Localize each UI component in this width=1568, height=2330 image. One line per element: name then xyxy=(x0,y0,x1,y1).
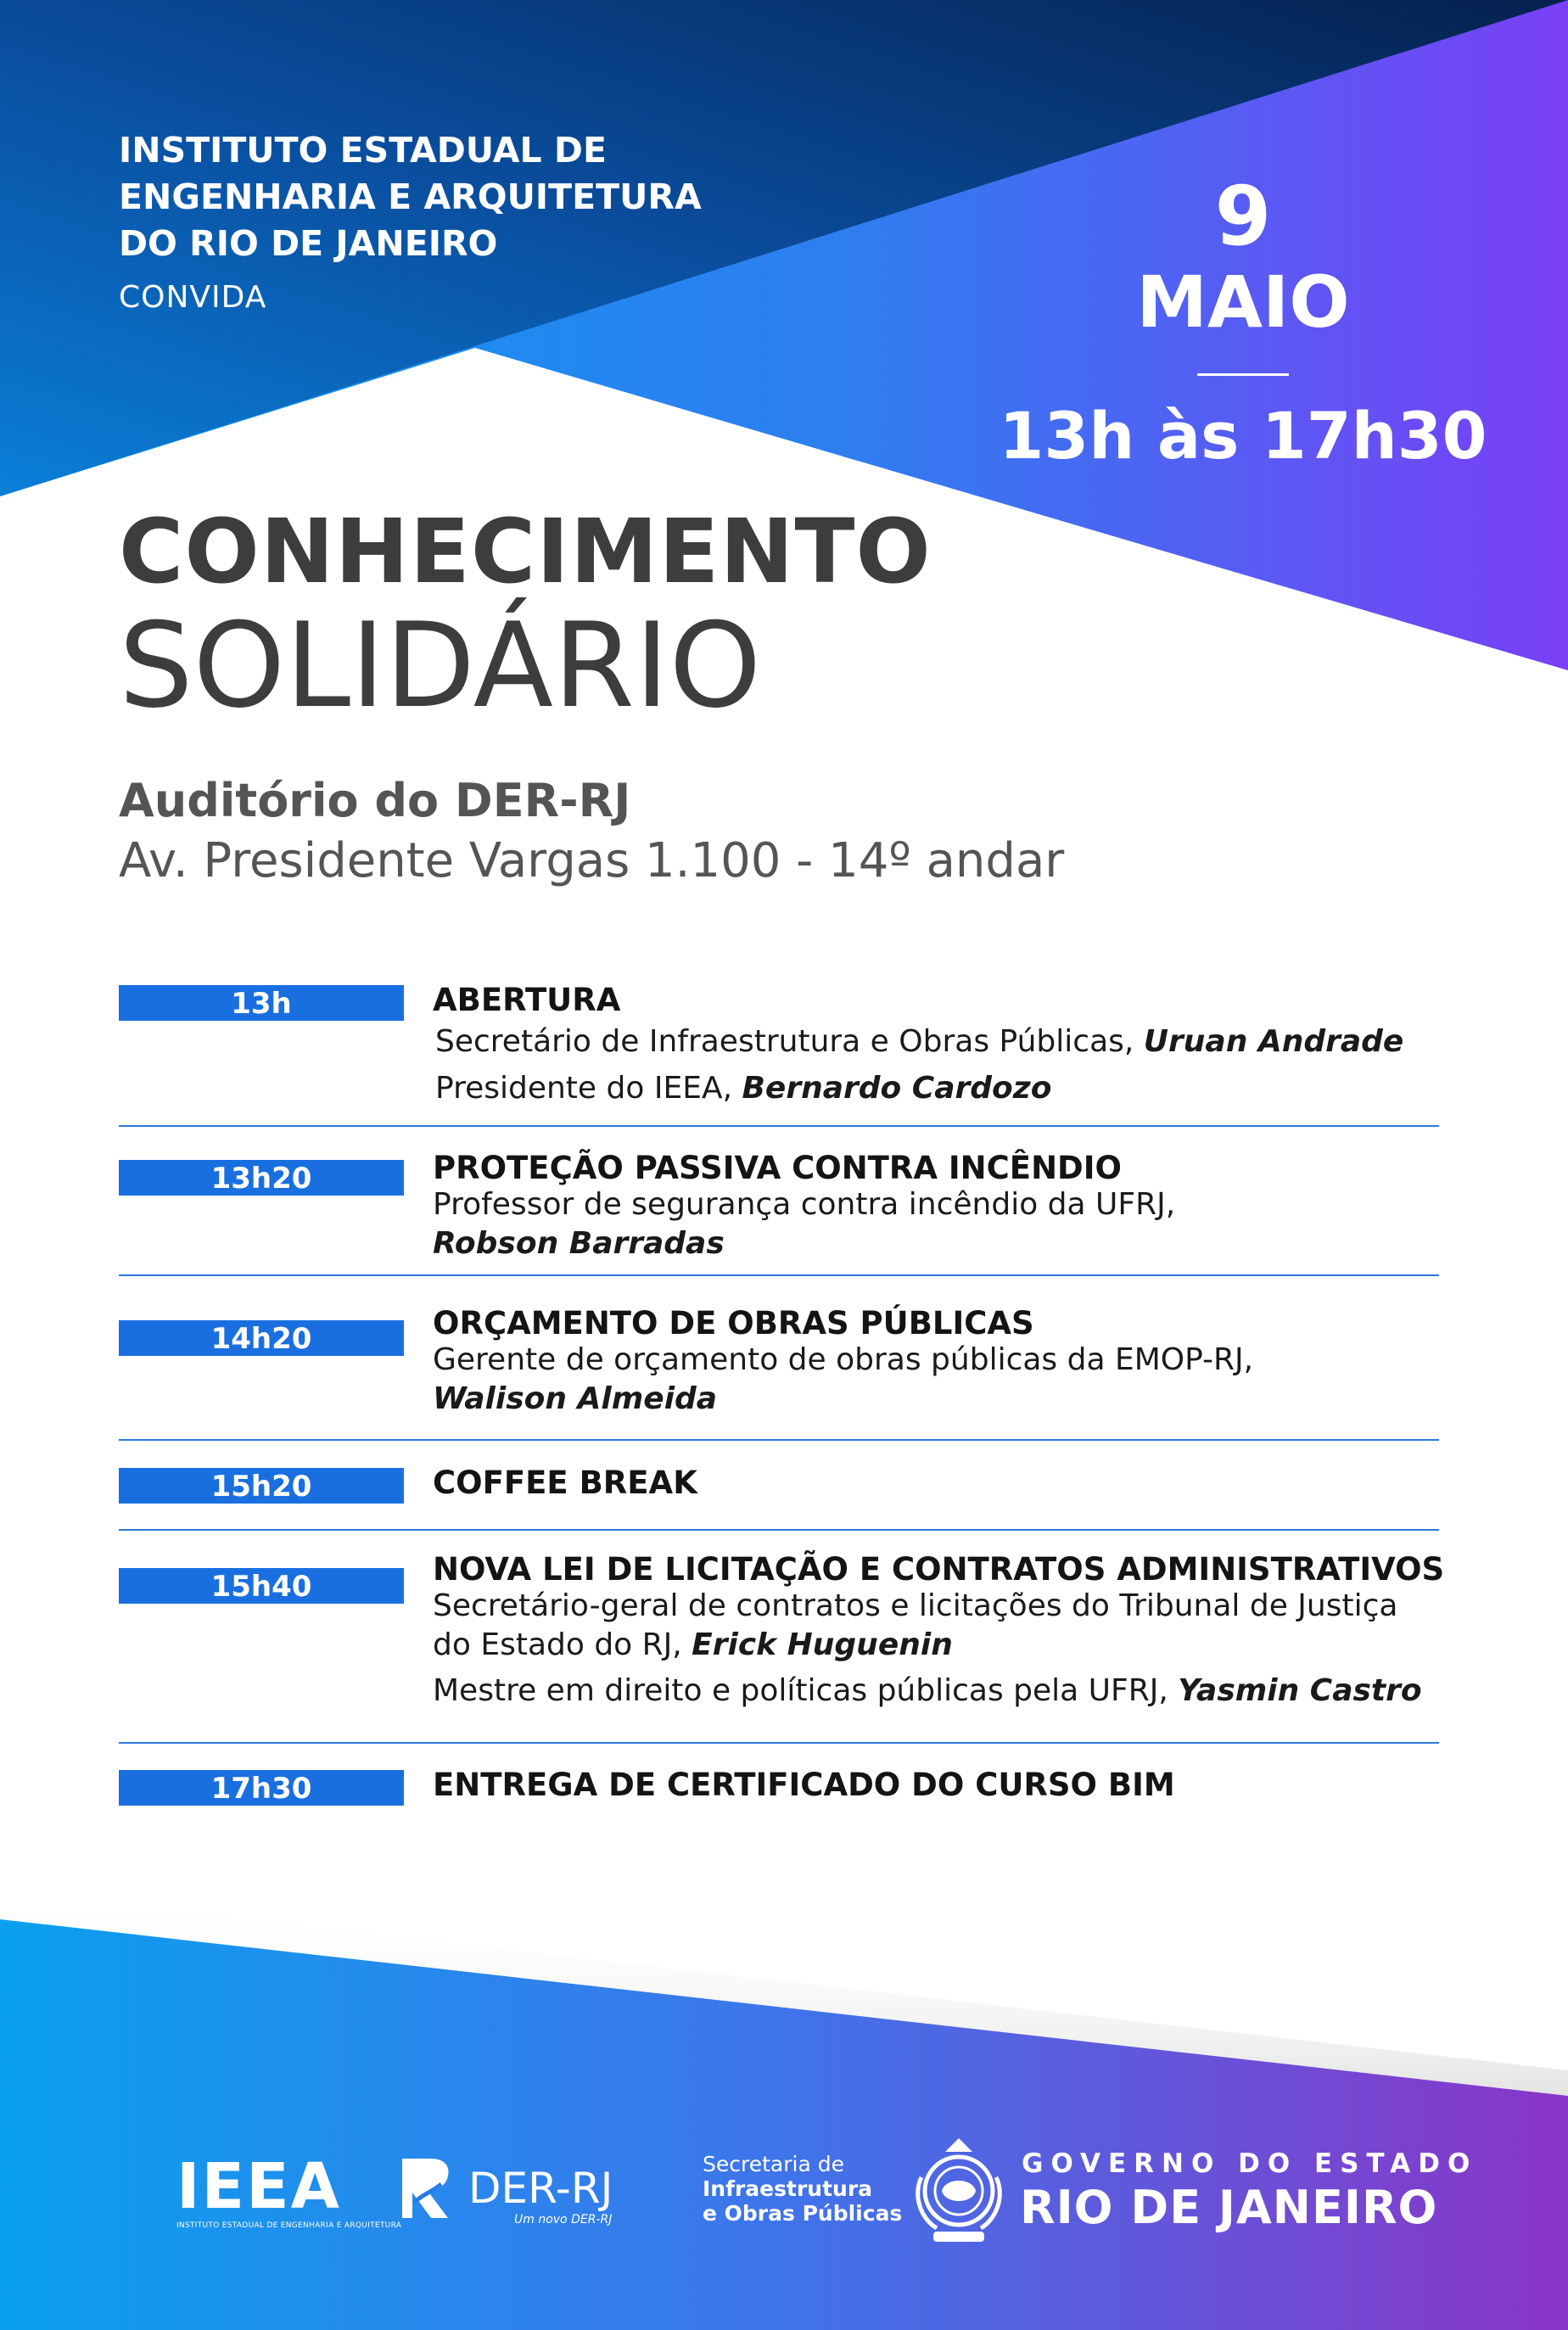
agenda-separator xyxy=(119,1529,1439,1531)
speaker-name: Walison Almeida xyxy=(433,1381,718,1416)
date-divider xyxy=(1197,373,1289,376)
event-time: 13h às 17h30 xyxy=(999,398,1487,473)
speaker-name: Bernardo Cardozo xyxy=(742,1071,1052,1106)
speaker-name: Erick Huguenin xyxy=(692,1627,953,1662)
agenda-title: NOVA LEI DE LICITAÇÃO E CONTRATOS ADMINISTRATIVOS xyxy=(433,1551,1445,1588)
speaker-name: Yasmin Castro xyxy=(1178,1673,1422,1708)
speaker-name: Robson Barradas xyxy=(433,1226,725,1261)
agenda-separator xyxy=(119,1439,1439,1441)
venue-name: Auditório do DER-RJ xyxy=(119,774,631,827)
agenda-separator xyxy=(119,1742,1439,1744)
speaker-role: Mestre em direito e políticas públicas pela UFRJ, xyxy=(433,1673,1179,1708)
derrj-logo-text: DER-RJ xyxy=(468,2164,613,2213)
government-line-2: RIO DE JANEIRO xyxy=(1020,2181,1438,2234)
agenda-speaker-line xyxy=(433,1626,953,1665)
agenda-time: 15h20 xyxy=(119,1468,404,1504)
state-coat-of-arms-icon xyxy=(908,2126,1010,2254)
institute-name xyxy=(119,127,702,267)
agenda-title: PROTEÇÃO PASSIVA CONTRA INCÊNDIO xyxy=(433,1150,1122,1186)
seinfra-line-2: Infraestrutura xyxy=(703,2176,873,2201)
speaker-role: Secretário de Infraestrutura e Obras Públicas, xyxy=(435,1024,1144,1059)
agenda-separator xyxy=(119,1274,1439,1276)
agenda-speaker-line xyxy=(435,1069,1051,1108)
speaker-role: do Estado do RJ, xyxy=(433,1627,692,1662)
government-logo xyxy=(908,2126,1010,2257)
institute-line-1: INSTITUTO ESTADUAL DE xyxy=(119,130,607,171)
event-date xyxy=(976,170,1510,474)
agenda-title: COFFEE BREAK xyxy=(433,1465,697,1501)
institute-line-3: DO RIO DE JANEIRO xyxy=(119,223,498,264)
agenda-time: 17h30 xyxy=(119,1770,404,1806)
title-line-1: CONHECIMENTO xyxy=(119,500,932,603)
agenda-title: ENTREGA DE CERTIFICADO DO CURSO BIM xyxy=(433,1767,1175,1803)
agenda-speaker-line xyxy=(433,1224,725,1263)
agenda-time: 14h20 xyxy=(119,1320,404,1356)
ieea-logo-text: IEEA xyxy=(176,2150,341,2223)
derrj-logo-subtitle: Um novo DER-RJ xyxy=(514,2213,613,2226)
agenda-speaker-line: Gerente de orçamento de obras públicas da EMOP-RJ, xyxy=(433,1342,1254,1377)
ieea-logo xyxy=(176,2150,402,2230)
agenda-speaker-line xyxy=(433,1380,717,1419)
agenda-speaker-line: Secretário-geral de contratos e licitações do Tribunal de Justiça xyxy=(433,1588,1398,1623)
agenda-time: 15h40 xyxy=(119,1568,404,1604)
seinfra-line-3: e Obras Públicas xyxy=(703,2201,903,2226)
bottom-gradient-band xyxy=(0,1919,1568,2330)
speaker-name: Uruan Andrade xyxy=(1143,1024,1404,1059)
venue-address: Av. Presidente Vargas 1.100 - 14º andar xyxy=(119,833,1065,888)
derrj-road-icon xyxy=(397,2154,456,2221)
agenda-speaker-line xyxy=(433,1672,1422,1711)
title-line-2: SOLIDÁRIO xyxy=(119,597,762,734)
ieea-logo-subtitle: INSTITUTO ESTADUAL DE ENGENHARIA E ARQUITETURA xyxy=(176,2221,402,2230)
speaker-role: Presidente do IEEA, xyxy=(435,1071,742,1106)
agenda-speaker-line xyxy=(435,1022,1403,1061)
agenda-time: 13h20 xyxy=(119,1160,404,1196)
agenda-title: ORÇAMENTO DE OBRAS PÚBLICAS xyxy=(433,1305,1034,1341)
event-day: 9 xyxy=(1214,169,1272,264)
agenda-time: 13h xyxy=(119,985,404,1021)
agenda-title: ABERTURA xyxy=(433,982,621,1018)
institute-line-2: ENGENHARIA E ARQUITETURA xyxy=(119,176,702,217)
event-month: MAIO xyxy=(1136,260,1350,344)
seinfra-logo xyxy=(703,2152,902,2226)
agenda-separator xyxy=(119,1125,1439,1127)
government-line-1: GOVERNO DO ESTADO xyxy=(1022,2148,1478,2179)
seinfra-line-1: Secretaria de xyxy=(703,2152,844,2176)
convida-label: CONVIDA xyxy=(119,280,267,315)
agenda-speaker-line: Professor de segurança contra incêndio da UFRJ, xyxy=(433,1187,1176,1222)
